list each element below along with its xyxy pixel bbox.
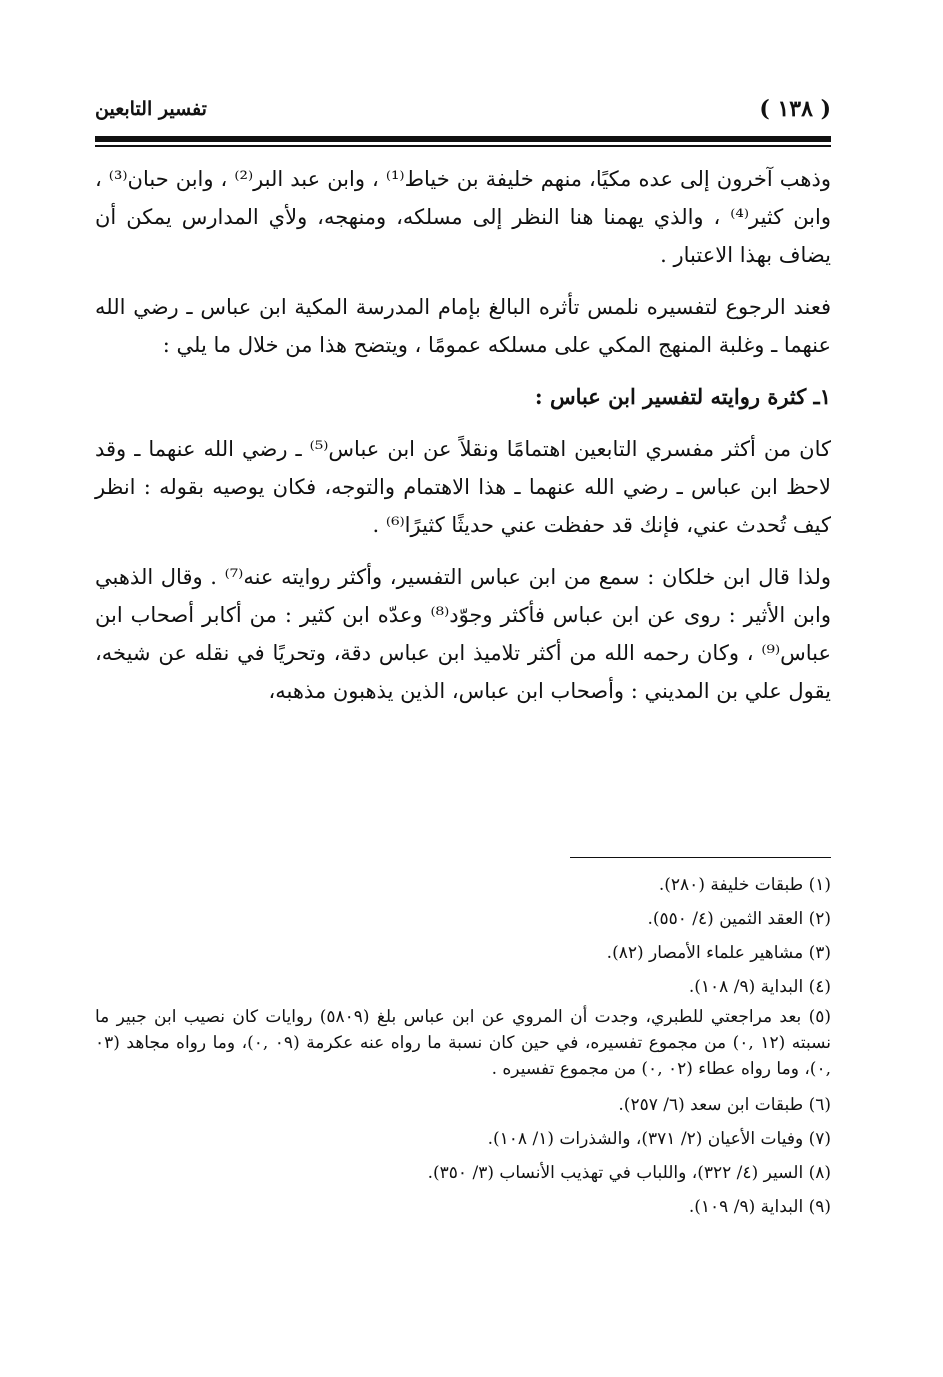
paragraph-2: فعند الرجوع لتفسيره نلمس تأثره البالغ بإمام المدرسة المكية ابن عباس ـ رضي الله عنهما ـ وغلبة المنهج المكي على مسلكه عمومًا ، ويتضح هذا من خلال ما يلي : <box>95 295 831 357</box>
main-text <box>95 160 831 724</box>
paragraph-1: وذهب آخرون إلى عده مكيًا، منهم خليفة بن خياط⁽¹⁾ ، وابن عبد البر⁽²⁾ ، وابن حبان⁽³⁾ ، وابن كثير⁽⁴⁾ ، والذي يهمنا هنا النظر إلى مسلكه، ومنهجه، ولأي المدارس يمكن أن يضاف بهذا الاعتبار . <box>95 167 831 267</box>
footnote-6: (٦) طبقات ابن سعد (٦/ ٢٥٧). <box>618 1095 831 1115</box>
footnote-4: (٤) البداية (٩/ ١٠٨). <box>688 977 831 997</box>
page-header <box>95 92 831 132</box>
header-rule-thin <box>95 145 831 147</box>
header-rule-thick <box>95 136 831 142</box>
footnote-5: (٥) بعد مراجعتي للطبري، وجدت أن المروي عن ابن عباس بلغ (٥٨٠٩) روايات كان نصيب ابن جبير ما نسبته (١٢ ,٠) من مجموع تفسيره، في حين كان نسبة ما رواه عنه عكرمة (٠٩ ,٠)، وما رواه مجاهد (٠٣ ,٠)، وما رواه عطاء (٠٢ ,٠) من مجموع تفسيره . <box>95 1007 832 1079</box>
paragraph-4: ولذا قال ابن خلكان : سمع من ابن عباس التفسير، وأكثر روايته عنه⁽⁷⁾ . وقال الذهبي وابن الأثير : روى عن ابن عباس فأكثر وجوّد⁽⁸⁾ وعدّه ابن كثير : من أكابر أصحاب ابن عباس⁽⁹⁾ ، وكان رحمه الله من أكثر تلاميذ ابن عباس دقة، وتحريًا في نقله عن شيخه، يقول علي بن المديني : وأصحاب ابن عباس، الذين يذهبون مذهبه، <box>95 565 831 703</box>
page-number: ( ١٣٨ ) <box>759 96 831 122</box>
footnotes <box>95 868 831 1224</box>
footnote-separator <box>570 857 831 858</box>
footnote-7: (٧) وفيات الأعيان (٢/ ٣٧١)، والشذرات (١/ ١٠٨). <box>487 1129 831 1149</box>
paragraph-3: كان من أكثر مفسري التابعين اهتمامًا ونقلاً عن ابن عباس⁽⁵⁾ ـ رضي الله عنهما ـ وقد لاحظ ابن عباس ـ رضي الله عنهما ـ هذا الاهتمام والتوجه، فكان يوصيه بقوله : انظر كيف تُحدث عني، فإنك قد حفظت عني حديثًا كثيرًا⁽⁶⁾ . <box>95 437 831 537</box>
footnote-2: (٢) العقد الثمين (٤/ ٥٥٠). <box>647 909 831 929</box>
running-title: تفسير التابعين <box>95 98 207 120</box>
footnote-3: (٣) مشاهير علماء الأمصار (٨٢). <box>606 943 831 963</box>
footnote-8: (٨) السير (٤/ ٣٢٢)، واللباب في تهذيب الأنساب (٣/ ٣٥٠). <box>427 1163 831 1183</box>
footnote-9: (٩) البداية (٩/ ١٠٩). <box>688 1197 831 1217</box>
footnote-1: (١) طبقات خليفة (٢٨٠). <box>658 875 831 895</box>
section-heading: ١ـ كثرة روايته لتفسير ابن عباس : <box>534 384 831 409</box>
